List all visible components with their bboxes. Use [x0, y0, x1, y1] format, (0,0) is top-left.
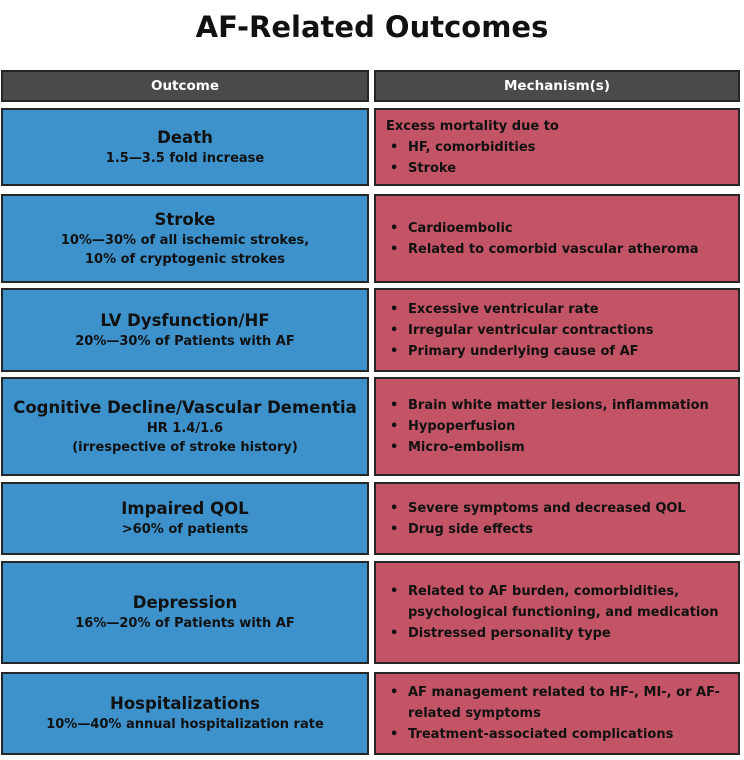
mechanism-list [386, 498, 732, 540]
outcome-detail: 20%—30% of Patients with AF [75, 333, 295, 349]
mechanism-item: • Severe symptoms and decreased QOL [386, 498, 732, 519]
outcome-name: Impaired QOL [121, 499, 249, 518]
header-mechanism-label: Mechanism(s) [503, 78, 611, 94]
outcome-detail: 1.5—3.5 fold increase [105, 150, 265, 166]
outcome-cell [1, 377, 369, 476]
mechanism-cell [374, 672, 740, 755]
mechanism-item: • Primary underlying cause of AF [386, 341, 732, 362]
mechanism-list [386, 682, 732, 745]
mechanism-item: • Micro-embolism [386, 437, 732, 458]
mechanism-item: • HF, comorbidities [386, 137, 732, 158]
outcome-detail: 16%—20% of Patients with AF [75, 616, 295, 631]
outcome-cell [1, 561, 369, 664]
mechanism-item: • AF management related to HF-, MI-, or AF-related symptoms [386, 682, 732, 724]
mechanism-list [386, 218, 732, 260]
outcome-cell [1, 288, 369, 372]
mechanism-item: • Excessive ventricular rate [386, 299, 732, 320]
mechanism-item: • Treatment-associated complications [386, 724, 732, 745]
outcome-cell [1, 108, 369, 186]
outcome-detail: 10%—30% of all ischemic strokes, 10% of cryptogenic strokes [60, 232, 310, 267]
outcome-cell [1, 482, 369, 555]
mechanism-item: • Irregular ventricular contractions [386, 320, 732, 341]
outcome-detail: 10%—40% annual hospitalization rate [46, 717, 324, 732]
mechanism-cell [374, 377, 740, 476]
outcome-name: Depression [132, 593, 238, 612]
header-outcome-label: Outcome [150, 78, 220, 94]
header-mechanism [374, 70, 740, 102]
mechanism-item: • Related to comorbid vascular atheroma [386, 239, 732, 260]
outcome-detail: HR 1.4/1.6 (irrespective of stroke history) [72, 420, 298, 455]
mechanism-list [386, 395, 732, 458]
mechanism-item: • Brain white matter lesions, inflammation [386, 395, 732, 416]
header-outcome [1, 70, 369, 102]
outcome-cell [1, 194, 369, 283]
mechanism-cell [374, 108, 740, 186]
outcome-name: LV Dysfunction/HF [100, 310, 270, 330]
mechanism-cell [374, 194, 740, 283]
outcome-name: Hospitalizations [110, 694, 260, 713]
mechanism-cell [374, 561, 740, 664]
mechanism-item: • Hypoperfusion [386, 416, 732, 437]
mechanism-item: • Drug side effects [386, 519, 732, 540]
outcome-detail: >60% of patients [121, 522, 249, 537]
outcome-name: Stroke [154, 209, 216, 229]
page-title: AF-Related Outcomes [195, 10, 549, 44]
mechanism-item: • Related to AF burden, comorbidities, psychological functioning, and medication [386, 581, 732, 623]
mechanism-intro: Excess mortality due to [386, 118, 559, 134]
mechanism-cell [374, 288, 740, 372]
mechanism-item: • Distressed personality type [386, 623, 732, 644]
mechanism-cell [374, 482, 740, 555]
outcome-cell [1, 672, 369, 755]
mechanism-list [386, 581, 732, 644]
mechanism-item: • Stroke [386, 158, 732, 179]
mechanism-list [386, 137, 732, 179]
mechanism-item: • Cardioembolic [386, 218, 732, 239]
mechanism-list [386, 299, 732, 362]
outcome-name: Cognitive Decline/Vascular Dementia [13, 397, 357, 417]
outcome-name: Death [157, 127, 213, 147]
